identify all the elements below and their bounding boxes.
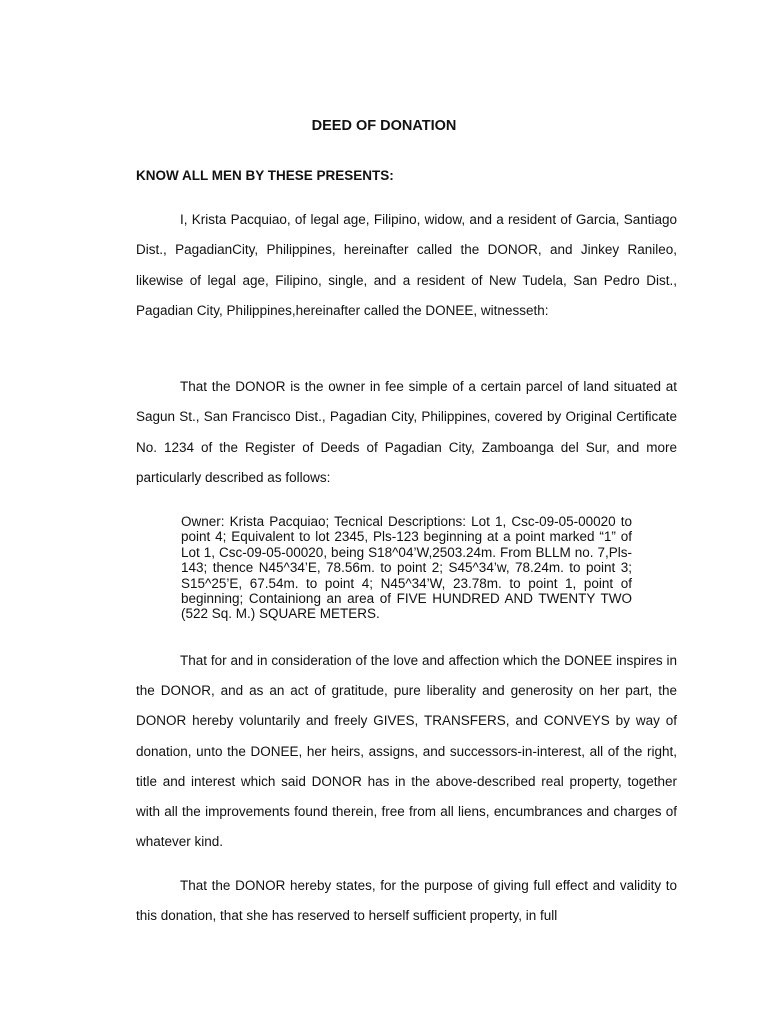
paragraph-parties: I, Krista Pacquiao, of legal age, Filipino, widow, and a resident of Garcia, Santiago Dist., PagadianCity, Philippines, hereinafter called the DONOR, and Jinkey Ranileo, likewise of legal age, Filipino, single, and a resident of New Tudela, San Pedro Dist., Pagadian City, Philippines,hereinafter called the DONEE, witnesseth: — [136, 212, 677, 318]
technical-description-block: Owner: Krista Pacquiao; Tecnical Descriptions: Lot 1, Csc-09-05-00020 to point 4; Equivalent to lot 2345, Pls-123 beginning at a point marked “1” of Lot 1, Csc-09-05-00020, being S18^04’W,2503.24m. From BLLM no. 7,Pls-143; thence N45^34’E, 78.56m. to point 2; S45^34’w, 78.24m. to point 3; S15^25’E, 67.54m. to point 4; N45^34’W, 23.78m. to point 1, point of beginning; Containiong an area of FIVE HUNDRED AND TWENTY TWO (522 Sq. M.) SQUARE METERS. — [181, 514, 632, 622]
paragraph-consideration: That for and in consideration of the love and affection which the DONEE inspires in the DONOR, and as an act of gratitude, pure liberality and generosity on her part, the DONOR hereby voluntarily and freely GIVES, TRANSFERS, and CONVEYS by way of donation, unto the DONEE, her heirs, assigns, and successors-in-interest, all of the right, title and interest which said DONOR has in the above-described real property, together with all the improvements found therein, free from all liens, encumbrances and charges of whatever kind. — [136, 653, 677, 850]
paragraph-property: That the DONOR is the owner in fee simple of a certain parcel of land situated at Sagun St., San Francisco Dist., Pagadian City, Philippines, covered by Original Certificate No. 1234 of the Register of Deeds of Pagadian City, Zamboanga del Sur, and more particularly described as follows: — [136, 379, 677, 485]
section-heading: KNOW ALL MEN BY THESE PRESENTS: — [136, 168, 394, 183]
paragraph-reservation: That the DONOR hereby states, for the purpose of giving full effect and validity to this donation, that she has reserved to herself sufficient property, in full — [136, 878, 677, 924]
document-title: DEED OF DONATION — [311, 118, 457, 134]
